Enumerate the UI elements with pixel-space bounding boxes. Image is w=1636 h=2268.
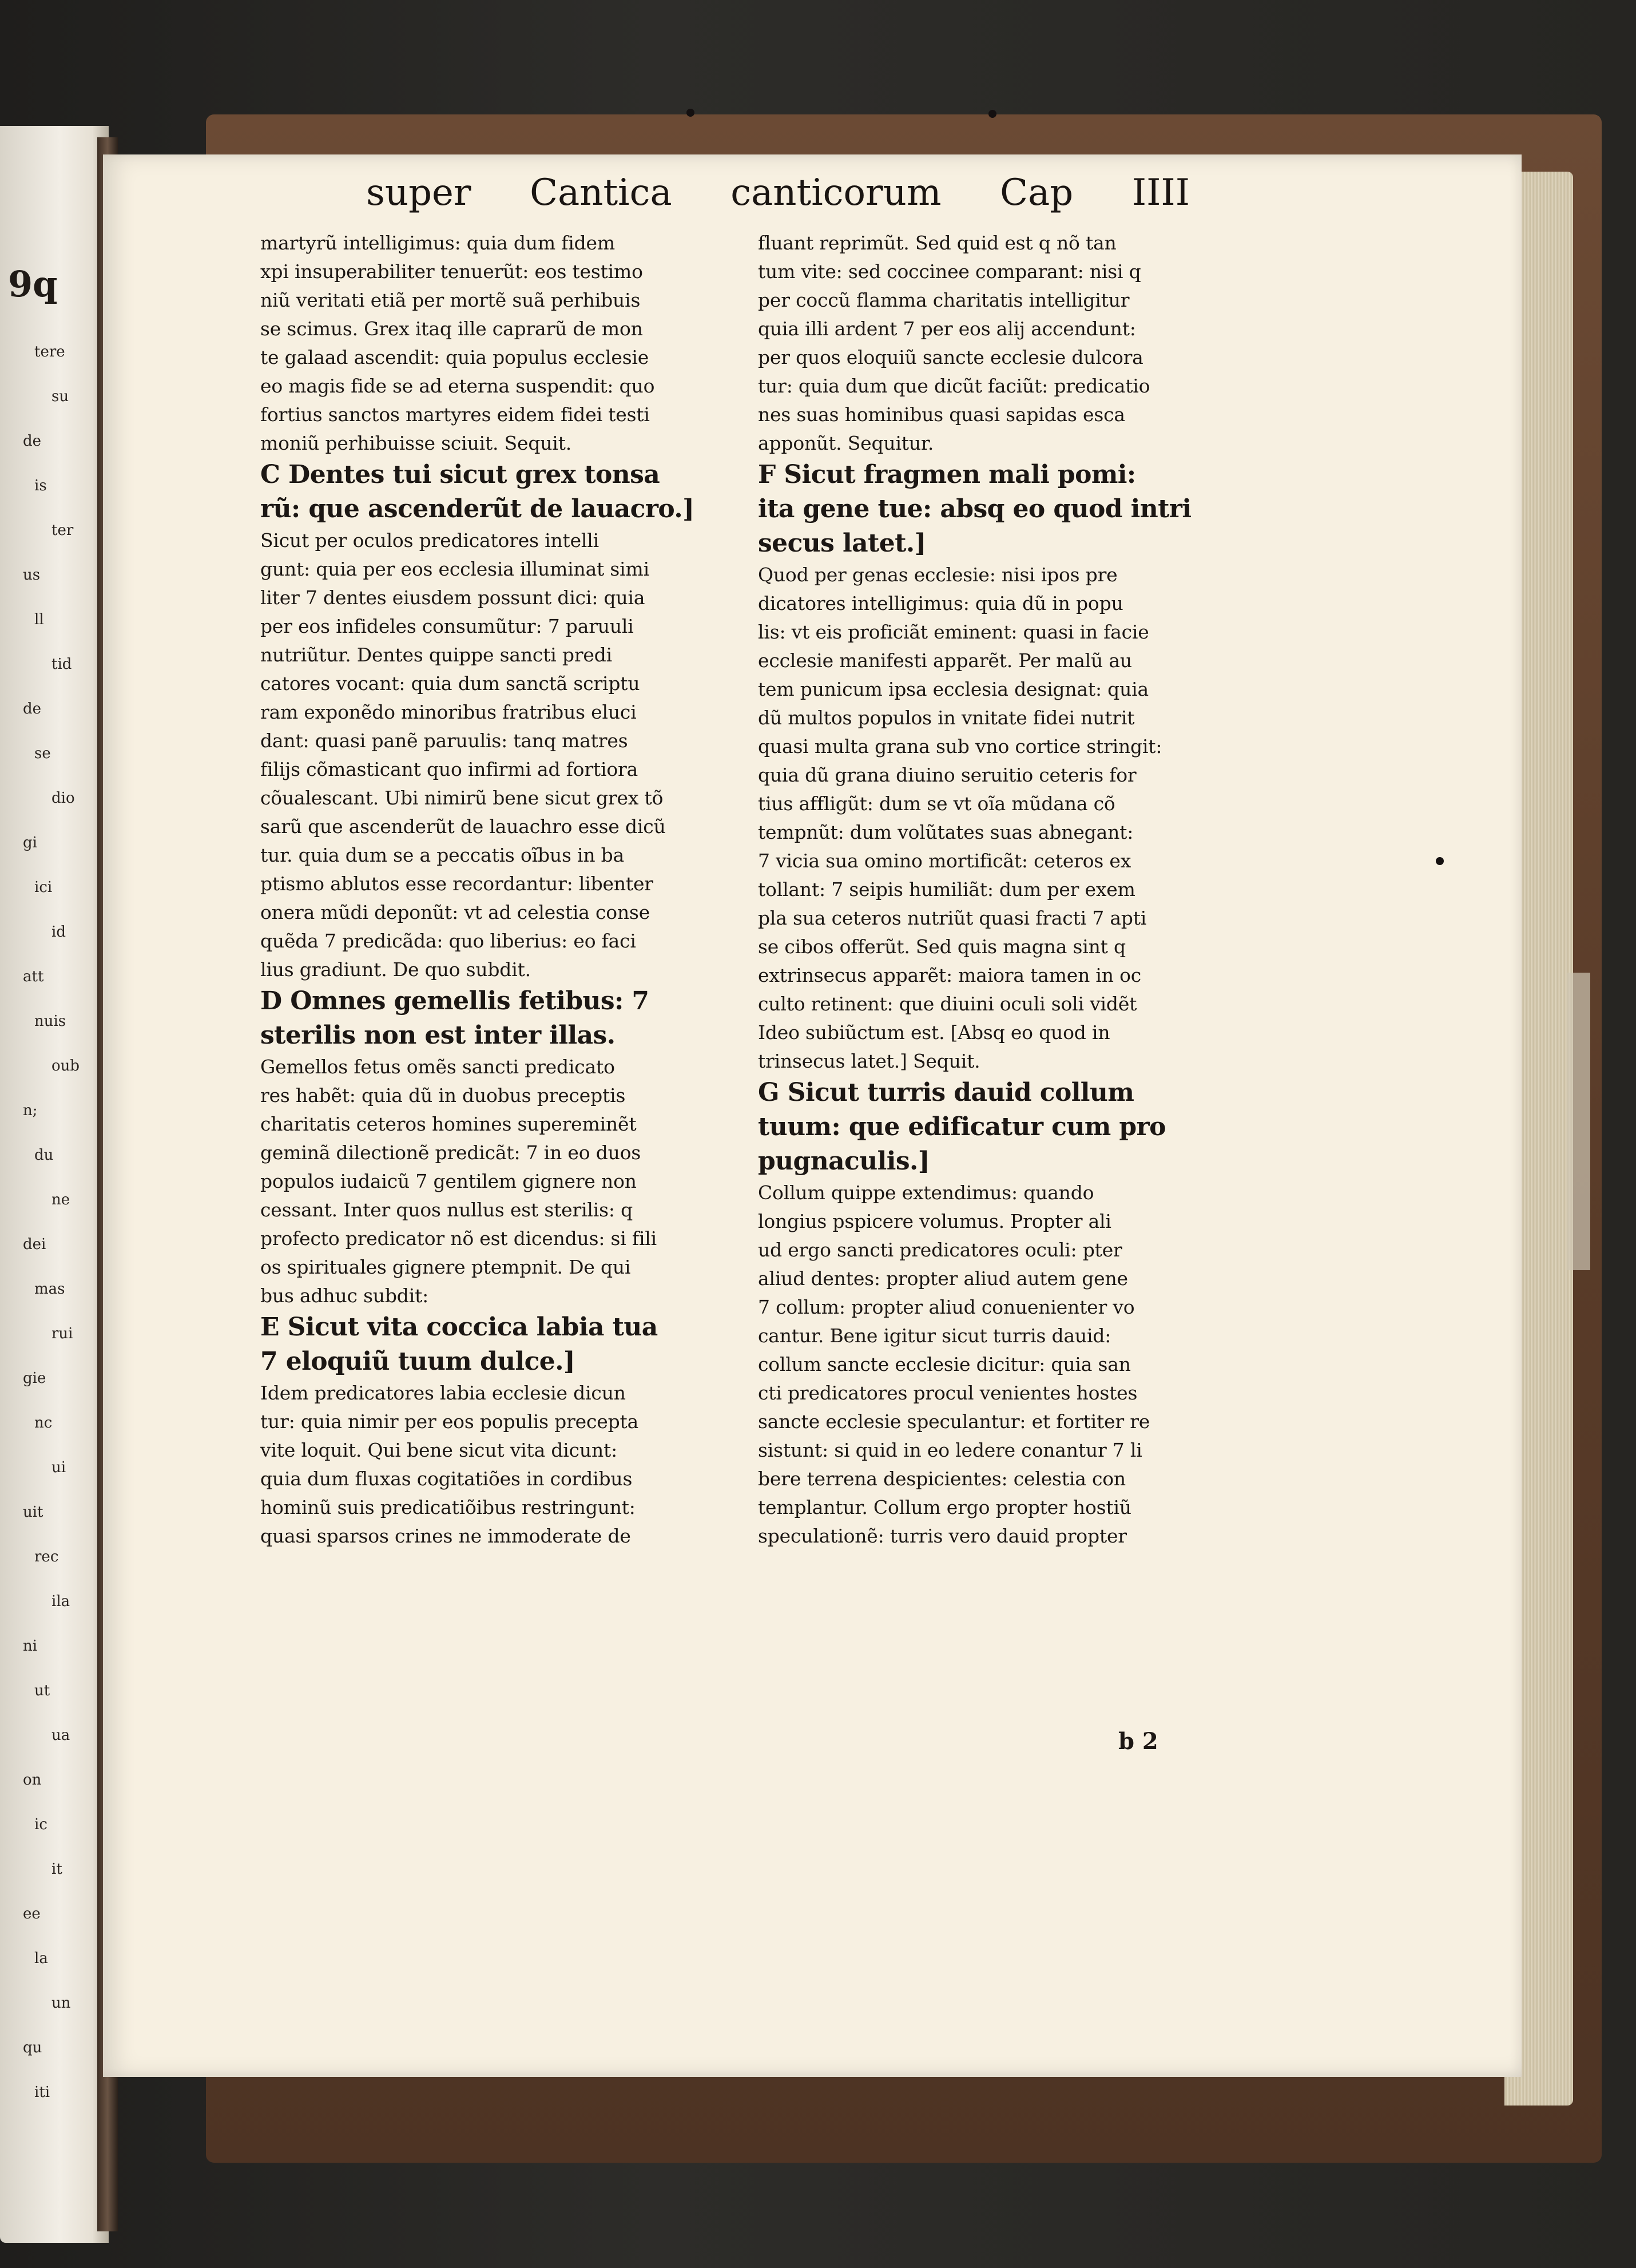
text-line: geminã dilectionẽ predicãt: 7 in eo duos [260, 1141, 641, 1164]
text-line: vite loquit. Qui bene sicut vita dicunt: [260, 1439, 617, 1461]
text-line: liter 7 dentes eiusdem possunt dici: quia [260, 586, 645, 609]
text-line: res habẽt: quia dũ in duobus preceptis [260, 1084, 626, 1107]
text-line: templantur. Collum ergo propter hostiũ [758, 1496, 1131, 1518]
lemma-line: G Sicut turris dauid collum [758, 1078, 1134, 1107]
lemma-line: 7 eloquiũ tuum dulce.] [260, 1347, 575, 1376]
text-line: martyrũ intelligimus: quia dum fidem [260, 232, 615, 254]
lemma-line: secus latet.] [758, 529, 926, 558]
text-line: trinsecus latet.] Sequit. [758, 1050, 980, 1072]
ink-speck [686, 109, 694, 117]
text-line: tollant: 7 seipis humiliãt: dum per exem [758, 878, 1135, 901]
text-line: culto retinent: que diuini oculi soli vidẽt [758, 993, 1137, 1015]
left-page-fragment: ne [51, 1191, 70, 1208]
left-page-fragment: oub [51, 1057, 80, 1074]
running-head-word: canticorum [730, 172, 942, 214]
text-line: lis: vt eis proficiãt eminent: quasi in facie [758, 621, 1149, 643]
text-line: hominũ suis predicatiõibus restringunt: [260, 1496, 636, 1518]
text-line: quasi sparsos crines ne immoderate de [260, 1525, 631, 1547]
text-line: niũ veritati etiã per mortẽ suã perhibuis [260, 289, 641, 311]
text-line: speculationẽ: turris vero dauid propter [758, 1525, 1127, 1547]
text-line: Ideo subiũctum est. [Absq eo quod in [758, 1021, 1110, 1044]
text-line: catores vocant: quia dum sanctã scriptu [260, 672, 640, 695]
left-page-fragment: du [34, 1147, 54, 1164]
text-line: moniũ perhibuisse sciuit. Sequit. [260, 432, 572, 454]
left-page-fragment: su [51, 388, 69, 405]
running-head-chapter-number: IIII [1131, 172, 1190, 214]
text-line: cantur. Bene igitur sicut turris dauid: [758, 1325, 1111, 1347]
text-line: cessant. Inter quos nullus est sterilis: q [260, 1199, 633, 1221]
text-line: profecto predicator nõ est dicendus: si fili [260, 1227, 657, 1250]
text-line: filijs cõmasticant quo infirmi ad fortiora [260, 758, 638, 780]
text-line: collum sancte ecclesie dicitur: quia san [758, 1353, 1131, 1375]
text-line: ptismo ablutos esse recordantur: libenter [260, 873, 653, 895]
text-line: 7 vicia sua omino mortificãt: ceteros ex [758, 850, 1131, 872]
text-line: tur: quia dum que dicũt faciũt: predicatio [758, 375, 1150, 397]
lemma-line: rũ: que ascenderũt de lauacro.] [260, 494, 694, 524]
text-line: per quos eloquiũ sancte ecclesie dulcora [758, 346, 1143, 368]
text-line: cõualescant. Ubi nimirũ bene sicut grex tõ [260, 787, 664, 809]
left-page-fragment: dio [51, 790, 75, 807]
lemma-line: pugnaculis.] [758, 1147, 930, 1176]
text-line: extrinsecus apparẽt: maiora tamen in oc [758, 964, 1142, 986]
left-page-fragment: att [23, 968, 44, 985]
binding-strip [1567, 973, 1590, 1270]
left-page-fragment: de [23, 433, 42, 450]
text-line: Gemellos fetus omẽs sancti predicato [260, 1056, 615, 1078]
left-page-fragment: tid [51, 656, 72, 673]
running-head-word: Cantica [530, 172, 672, 214]
left-page-fragment: un [51, 1995, 71, 2012]
left-page-fragment: qu [23, 2039, 42, 2056]
text-line: Quod per genas ecclesie: nisi ipos pre [758, 564, 1118, 586]
text-line: populos iudaicũ 7 gentilem gignere non [260, 1170, 637, 1192]
left-page-fragment: id [51, 923, 66, 941]
text-line: pla sua ceteros nutriũt quasi fracti 7 apti [758, 907, 1147, 929]
left-page-fragment: us [23, 566, 41, 584]
left-page-fragment: rec [34, 1548, 59, 1565]
text-line: Collum quippe extendimus: quando [758, 1181, 1094, 1204]
signature-mark: b 2 [1118, 1728, 1158, 1755]
running-head-chapter-label: Cap [1000, 172, 1074, 214]
left-page-fragment: de [23, 700, 42, 717]
text-line: te galaad ascendit: quia populus ecclesie [260, 346, 649, 368]
left-page-fragment: is [34, 477, 47, 494]
left-page-fragment: ici [34, 879, 53, 896]
text-line: quẽda 7 predicãda: quo liberius: eo faci [260, 930, 636, 952]
text-line: Sicut per oculos predicatores intelli [260, 529, 599, 552]
text-line: quia dum fluxas cogitatiões in cordibus [260, 1468, 633, 1490]
text-line: onera mũdi deponũt: vt ad celestia conse [260, 901, 650, 923]
text-line: ecclesie manifesti apparẽt. Per malũ au [758, 649, 1132, 672]
text-line: dant: quasi panẽ paruulis: tanq matres [260, 729, 628, 752]
lemma-line: ita gene tue: absq eo quod intri [758, 494, 1192, 524]
text-line: tum vite: sed coccinee comparant: nisi q [758, 260, 1141, 283]
lemma-line: D Omnes gemellis fetibus: 7 [260, 986, 649, 1016]
text-line: fluant reprimũt. Sed quid est q nõ tan [758, 232, 1117, 254]
text-line: per coccũ flamma charitatis intelligitur [758, 289, 1130, 311]
left-page-fragment: ut [34, 1682, 50, 1699]
left-facing-page [0, 126, 109, 2243]
text-line: Idem predicatores labia ecclesie dicun [260, 1382, 626, 1404]
text-line: sarũ que ascenderũt de lauachro esse dicũ [260, 815, 666, 838]
text-line: charitatis ceteros homines supereminẽt [260, 1113, 637, 1135]
lemma-line: E Sicut vita coccica labia tua [260, 1313, 658, 1342]
left-page-fragment: n; [23, 1102, 38, 1119]
text-line: quia illi ardent 7 per eos alij accendunt: [758, 318, 1136, 340]
text-line: tius affligũt: dum se vt oĩa mũdana cõ [758, 792, 1115, 815]
text-line: aliud dentes: propter aliud autem gene [758, 1267, 1128, 1290]
left-page-fragment: se [34, 745, 51, 762]
running-head [366, 172, 1190, 214]
left-page-fragment: rui [51, 1325, 73, 1342]
text-line: nutriũtur. Dentes quippe sancti predi [260, 644, 613, 666]
left-page-fragment: gi [23, 834, 37, 851]
text-line: tem punicum ipsa ecclesia designat: quia [758, 678, 1149, 700]
text-line: fortius sanctos martyres eidem fidei testi [260, 403, 650, 426]
text-line: apponũt. Sequitur. [758, 432, 934, 454]
text-line: gunt: quia per eos ecclesia illuminat simi [260, 558, 649, 580]
left-page-fragment: ui [51, 1459, 66, 1476]
left-page-fragment: ll [34, 611, 44, 628]
left-page-fragment: tere [34, 343, 65, 360]
ink-speck [988, 110, 996, 118]
text-line: bere terrena despicientes: celestia con [758, 1468, 1126, 1490]
left-page-fragment: nuis [34, 1013, 66, 1030]
text-line: dũ multos populos in vnitate fidei nutrit [758, 707, 1135, 729]
text-line: tur: quia nimir per eos populis precepta [260, 1410, 639, 1433]
left-page-fragment: ee [23, 1905, 41, 1922]
text-line: tempnũt: dum volũtates suas abnegant: [758, 821, 1134, 843]
ink-speck [1436, 857, 1444, 865]
text-line: dicatores intelligimus: quia dũ in popu [758, 592, 1123, 614]
lemma-line: sterilis non est inter illas. [260, 1021, 616, 1050]
text-line: eo magis fide se ad eterna suspendit: quo [260, 375, 655, 397]
left-page-fragment: dei [23, 1236, 46, 1253]
text-line: longius pspicere volumus. Propter ali [758, 1210, 1111, 1232]
text-line: se scimus. Grex itaq ille caprarũ de mon [260, 318, 643, 340]
left-page-fragment: it [51, 1861, 62, 1878]
text-line: nes suas hominibus quasi sapidas esca [758, 403, 1125, 426]
text-line: quasi multa grana sub vno cortice stringit: [758, 735, 1162, 758]
left-page-fragment: uit [23, 1504, 43, 1521]
left-page-fragment: ter [51, 522, 74, 539]
left-page-fragment: iti [34, 2084, 50, 2101]
text-line: se cibos offerũt. Sed quis magna sint q [758, 935, 1126, 958]
text-line: ud ergo sancti predicatores oculi: pter [758, 1239, 1122, 1261]
text-line: ram exponẽdo minoribus fratribus eluci [260, 701, 637, 723]
left-page-fragment: la [34, 1950, 48, 1967]
running-head-word: super [366, 172, 471, 214]
left-page-fragment: on [23, 1771, 42, 1789]
left-folio-number: 9q [8, 263, 58, 305]
text-column-right [758, 229, 1261, 1551]
lemma-line: F Sicut fragmen mali pomi: [758, 460, 1136, 489]
text-line: lius gradiunt. De quo subdit. [260, 958, 531, 981]
text-line: per eos infideles consumũtur: 7 paruuli [260, 615, 634, 637]
text-line: bus adhuc subdit: [260, 1284, 429, 1307]
left-page-fragment: ni [23, 1637, 38, 1655]
left-page-fragment: ila [51, 1593, 70, 1610]
text-line: os spirituales gignere ptempnit. De qui [260, 1256, 631, 1278]
text-line: xpi insuperabiliter tenuerũt: eos testimo [260, 260, 643, 283]
left-page-fragment: ic [34, 1816, 47, 1833]
text-line: sistunt: si quid in eo ledere conantur 7 li [758, 1439, 1142, 1461]
text-column-left [260, 229, 764, 1551]
text-line: sancte ecclesie speculantur: et fortiter re [758, 1410, 1150, 1433]
left-page-fragment: ua [51, 1727, 70, 1744]
left-page-fragment: mas [34, 1280, 65, 1298]
left-page-fragment: gie [23, 1370, 46, 1387]
text-line: 7 collum: propter aliud conuenienter vo [758, 1296, 1135, 1318]
lemma-line: C Dentes tui sicut grex tonsa [260, 460, 660, 489]
text-line: quia dũ grana diuino seruitio ceteris for [758, 764, 1137, 786]
text-line: cti predicatores procul venientes hostes [758, 1382, 1138, 1404]
left-page-fragment: nc [34, 1414, 53, 1432]
lemma-line: tuum: que edificatur cum pro [758, 1112, 1166, 1141]
text-line: tur. quia dum se a peccatis oĩbus in ba [260, 844, 625, 866]
